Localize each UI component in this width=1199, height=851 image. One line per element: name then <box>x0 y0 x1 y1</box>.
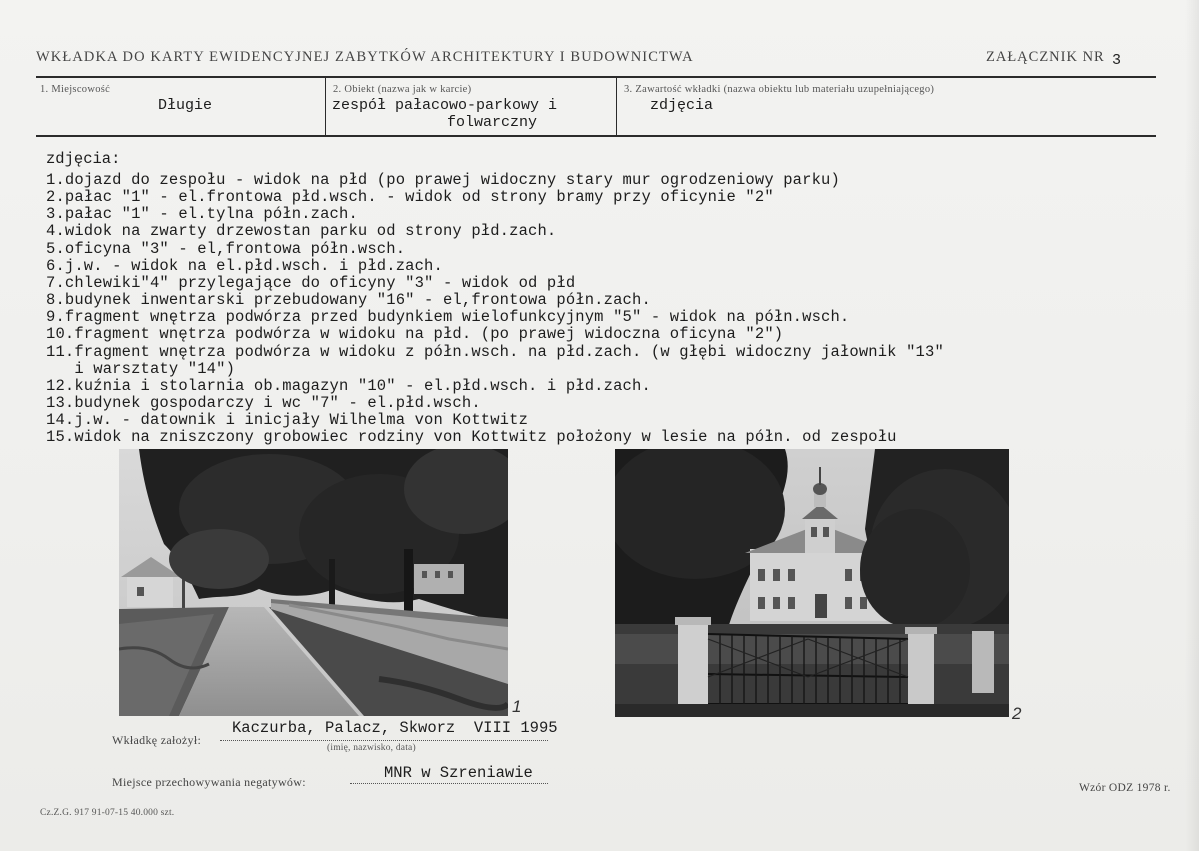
content-value: zdjęcia <box>650 97 714 114</box>
caption-item: 9.fragment wnętrza podwórza przed budynkiem wielofunkcyjnym "5" - widok na półn.wsch. <box>46 308 850 327</box>
field-divider-1 <box>325 78 326 135</box>
founder-dotted-line <box>220 740 548 741</box>
founder-label: Wkładkę założył: <box>112 733 202 747</box>
caption-item: 6.j.w. - widok na el.płd.wsch. i płd.zach. <box>46 256 443 275</box>
content-label: 3. Zawartość wkładki (nazwa obiektu lub materiału uzupełniającego) <box>624 84 935 95</box>
caption-item: 11.fragment wnętrza podwórza w widoku z półn.wsch. na płd.zach. (w głębi widoczny jałownik "13" <box>46 342 944 361</box>
header-top-rule <box>36 76 1156 78</box>
form-model: Wzór ODZ 1978 r. <box>1079 782 1171 794</box>
caption-item: 8.budynek inwentarski przebudowany "16" - el,frontowa półn.zach. <box>46 291 651 310</box>
founder-value: Kaczurba, Palacz, Skworz VIII 1995 <box>232 719 558 737</box>
print-info: Cz.Z.G. 917 91-07-15 40.000 szt. <box>40 808 175 818</box>
photo-1-number: 1 <box>512 697 522 716</box>
caption-item: 13.budynek gospodarczy i wc "7" - el.płd.wsch. <box>46 394 481 413</box>
caption-item: 14.j.w. - datownik i inicjały Wilhelma von Kottwitz <box>46 411 529 430</box>
annex-number: 3 <box>1112 52 1122 69</box>
negatives-label: Miejsce przechowywania negatywów: <box>112 775 306 789</box>
caption-item: 1.dojazd do zespołu - widok na płd (po prawej widoczny stary mur ogrodzeniowy parku) <box>46 171 840 189</box>
locality-label: 1. Miejscowość <box>40 84 111 95</box>
negatives-value: MNR w Szreniawie <box>384 764 533 782</box>
object-value-line2: folwarczny <box>447 114 538 131</box>
caption-item: 15.widok na zniszczony grobowiec rodziny von Kottwitz położony w lesie na półn. od zespołu <box>46 428 897 447</box>
caption-item: 10.fragment wnętrza podwórza w widoku na płd. (po prawej widoczna oficyna "2") <box>46 325 784 344</box>
founder-hint: (imię, nazwisko, data) <box>327 743 416 753</box>
photo-2-number: 2 <box>1012 704 1022 723</box>
caption-item: 4.widok na zwarty drzewostan parku od strony płd.zach. <box>46 222 557 241</box>
photo-road-and-wall <box>119 449 508 716</box>
object-label: 2. Obiekt (nazwa jak w karcie) <box>333 84 472 95</box>
photo-road-image <box>119 449 508 716</box>
caption-item: 7.chlewiki"4" przylegające do oficyny "3" - widok od płd <box>46 273 576 292</box>
caption-item: 5.oficyna "3" - el,frontowa półn.wsch. <box>46 239 406 258</box>
object-value-line1: zespół pałacowo-parkowy i <box>332 97 558 114</box>
photo-caption-list <box>46 172 944 447</box>
header-bottom-rule <box>36 135 1156 137</box>
photo-palace-image <box>615 449 1009 717</box>
locality-value: Długie <box>158 97 213 114</box>
negatives-dotted-line <box>350 783 548 784</box>
caption-item: 2.pałac "1" - el.frontowa płd.wsch. - widok od strony bramy przy oficynie "2" <box>46 188 774 207</box>
annex-label: ZAŁĄCZNIK NR <box>986 49 1105 65</box>
form-title: WKŁADKA DO KARTY EWIDENCYJNEJ ZABYTKÓW ARCHITEKTURY I BUDOWNICTWA <box>36 49 694 65</box>
caption-item: 12.kuźnia i stolarnia ob.magazyn "10" - el.płd.wsch. i płd.zach. <box>46 376 651 395</box>
field-divider-2 <box>616 78 617 135</box>
caption-item: i warsztaty "14") <box>46 359 236 378</box>
photo-palace-gate <box>615 449 1009 717</box>
caption-item: 3.pałac "1" - el.tylna półn.zach. <box>46 205 358 224</box>
sheet-edge-shadow <box>1185 0 1199 851</box>
photo-list-heading: zdjęcia: <box>46 150 121 168</box>
